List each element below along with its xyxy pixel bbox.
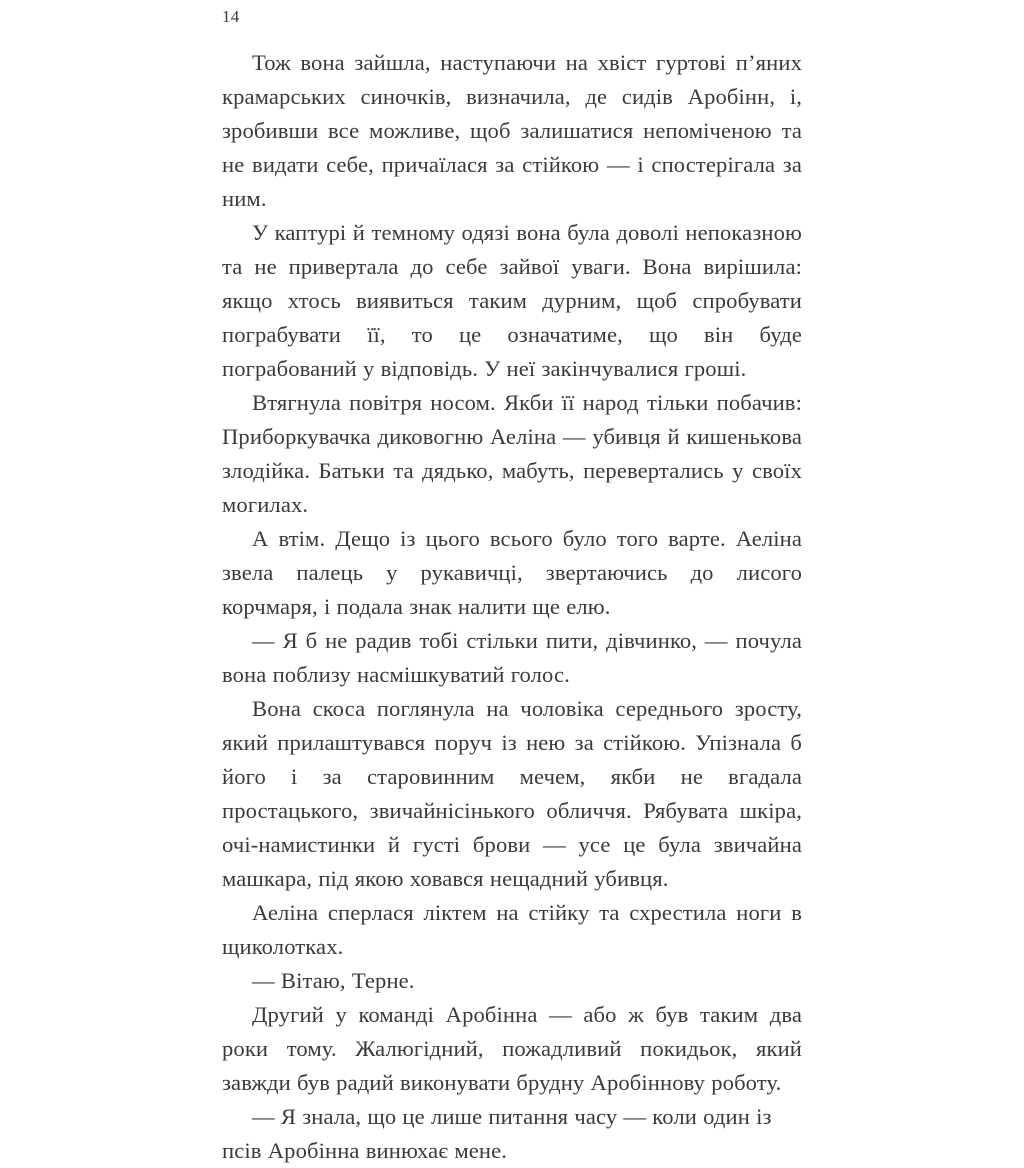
paragraph: — Я знала, що це лише питання часу — коли один із псів Аробінна винюхає мене.	[222, 1104, 772, 1163]
page-number: 14	[222, 7, 240, 26]
paragraph: Аеліна сперлася ліктем на стійку та схрестила ноги в щиколотках.	[222, 900, 802, 959]
paragraph: Втягнула повітря носом. Якби її народ тільки побачив: Приборкувачка диковогню Аеліна — убивця й кишенькова злодійка. Батьки та дядько, мабуть, перевертались у своїх могилах.	[222, 390, 802, 517]
paragraph: Другий у команді Аробінна — або ж був таким два роки тому. Жалюгідний, пожадливий покидьок, який завжди був радий виконувати брудну Аробіннову роботу.	[222, 1002, 802, 1095]
paragraph: Вона скоса поглянула на чоловіка середнього зросту, який прилаштувався поруч із нею за стійкою. Упізнала б його і за старовинним мечем, якби не вгадала простацького, звичайнісінького обличчя. Рябувата шкіра, очі-намистинки й густі брови — усе це була звичайна машкара, під якою ховався нещадний убивця.	[222, 696, 802, 891]
paragraph: — Я б не радив тобі стільки пити, дівчинко, — почула вона поблизу насмішкуватий голос.	[222, 628, 802, 687]
body-text-block	[222, 46, 802, 1168]
paragraph: — Вітаю, Терне.	[252, 968, 415, 993]
paragraph: Тож вона зайшла, наступаючи на хвіст гуртові п’яних крамарських синочків, визначила, де сидів Аробінн, і, зробивши все можливе, щоб залишатися непоміченою та не видати себе, причаїлася за стійкою — і спостерігала за ним.	[222, 50, 802, 211]
paragraph: А втім. Дещо із цього всього було того варте. Аеліна звела палець у рукавичці, звертаючись до лисого корчмаря, і подала знак налити ще елю.	[222, 526, 802, 619]
paragraph: У каптурі й темному одязі вона була доволі непоказною та не привертала до себе зайвої уваги. Вона вирішила: якщо хтось виявиться таким дурним, щоб спробувати пограбувати її, то це означатиме, що він буде пограбований у відповідь. У неї закінчувалися гроші.	[222, 220, 802, 381]
